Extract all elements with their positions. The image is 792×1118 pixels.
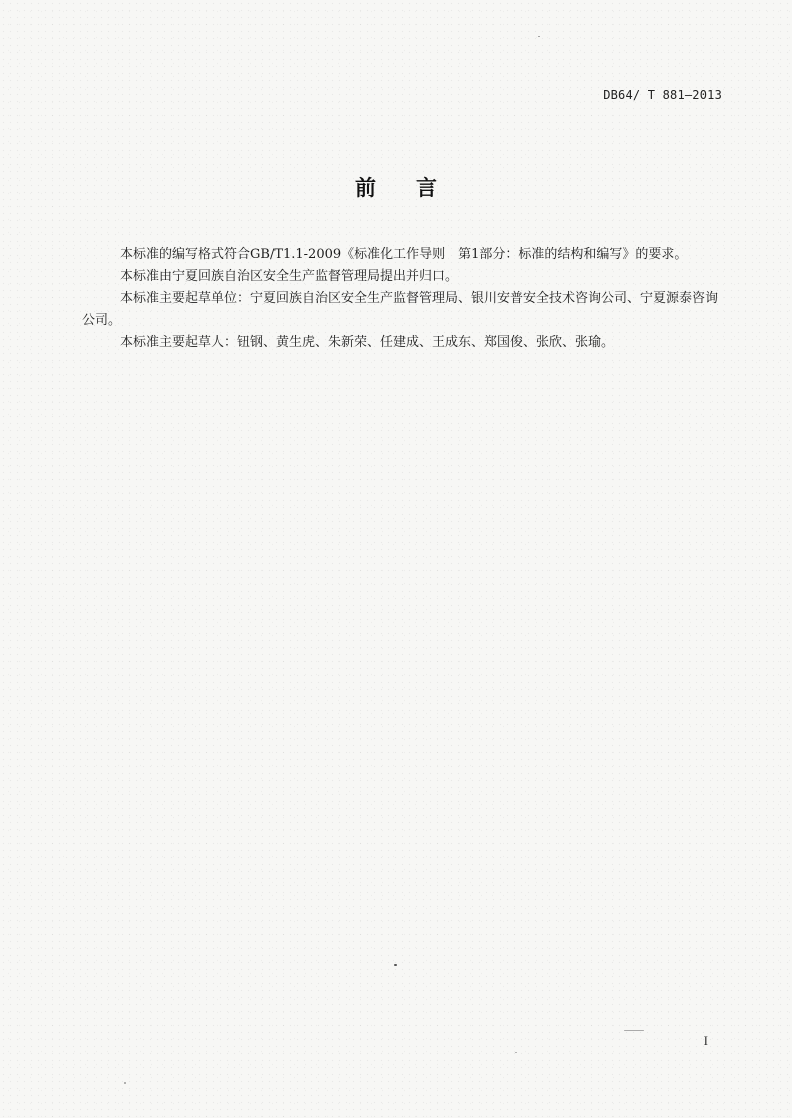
scan-speck xyxy=(538,36,540,37)
paragraph-drafting-units: 本标准主要起草单位：宁夏回族自治区安全生产监督管理局、银川安普安全技术咨询公司、宁夏源泰咨询公司。 xyxy=(82,291,719,328)
scan-speck xyxy=(124,1082,126,1084)
paragraph-drafters: 本标准主要起草人：钮钢、黄生虎、朱新荣、任建成、王成东、郑国俊、张欣、张瑜。 xyxy=(120,335,615,350)
paragraph-format-requirement: 本标准的编写格式符合GB/T1.1-2009《标准化工作导则 第1部分：标准的结构和编写》的要求。 xyxy=(120,247,688,262)
scan-speck xyxy=(624,1030,644,1031)
paragraph-proposer: 本标准由宁夏回族自治区安全生产监督管理局提出并归口。 xyxy=(120,269,459,284)
page-number: I xyxy=(703,1033,708,1048)
scan-speck xyxy=(515,1052,517,1053)
page-title: 前言 xyxy=(355,176,477,200)
scan-speck xyxy=(394,964,397,966)
standard-code: DB64/ T 881—2013 xyxy=(603,88,722,102)
foreword-body xyxy=(82,244,724,354)
